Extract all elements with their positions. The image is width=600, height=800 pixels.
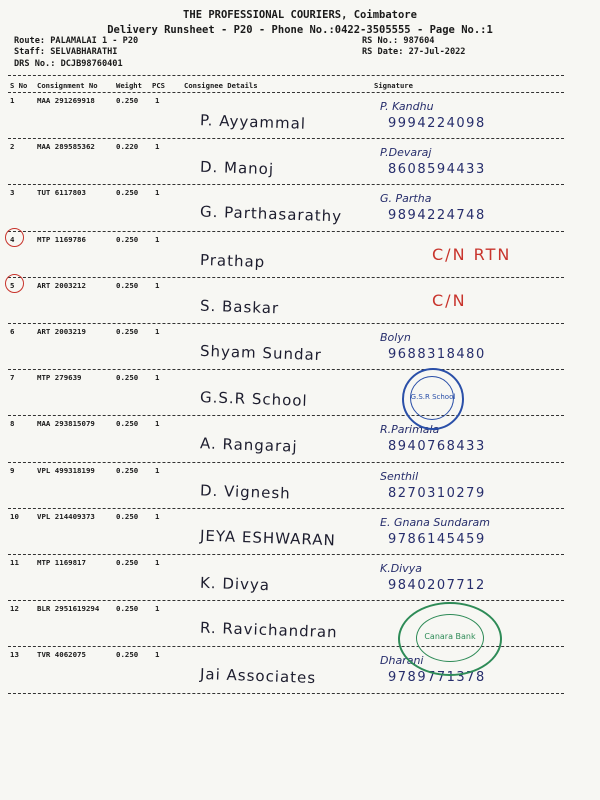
row-pieces: 1	[155, 465, 160, 475]
row-weight: 0.250	[116, 373, 139, 383]
row-signature: K.Divya	[380, 562, 422, 575]
row-serial-number: 12	[10, 604, 19, 614]
row-receiver-phone: 9688318480	[388, 347, 486, 362]
row-receiver-phone: 9994224098	[388, 116, 486, 131]
staff-label: Staff: SELVABHARATHI	[14, 47, 118, 57]
bank-stamp	[398, 602, 502, 676]
row-consignment-number: MAA 291269918	[37, 96, 95, 105]
row-divider	[8, 369, 564, 370]
row-consignment-number: MAA 293815079	[37, 419, 95, 429]
table-row	[0, 510, 600, 556]
row-consignee-name: G.S.R School	[199, 388, 308, 411]
row-weight: 0.250	[116, 511, 139, 521]
row-serial-number: 2	[10, 142, 15, 152]
row-consignee-name: D. Manoj	[199, 157, 275, 179]
row-divider	[8, 138, 564, 139]
col-consignee: Consignee Details	[184, 81, 258, 90]
table-row	[0, 233, 600, 279]
row-weight: 0.250	[116, 280, 139, 290]
table-row	[0, 371, 600, 417]
row-consignment-number: MTP 1169786	[37, 234, 86, 244]
row-weight: 0.250	[116, 234, 139, 244]
col-pcs: PCS	[152, 81, 165, 90]
drs-label: DRS No.: DCJB98760401	[14, 59, 123, 69]
row-receiver-phone: 9894224748	[388, 208, 486, 224]
row-signature: E. Gnana Sundaram	[380, 515, 491, 529]
row-pieces: 1	[155, 280, 160, 290]
row-serial-number: 1	[10, 96, 15, 105]
row-consignee-name: Shyam Sundar	[199, 341, 323, 365]
row-consignment-number: MTP 1169817	[37, 558, 86, 567]
row-circle-mark	[5, 228, 24, 247]
row-pieces: 1	[155, 511, 160, 521]
row-consignment-number: TVR 4062075	[37, 650, 86, 660]
row-signature: Senthil	[380, 469, 419, 483]
row-receiver-phone: 8608594433	[388, 162, 486, 178]
row-weight: 0.220	[116, 142, 139, 152]
table-row	[0, 648, 600, 694]
row-serial-number: 13	[10, 650, 19, 660]
table-row	[0, 417, 600, 463]
row-pieces: 1	[155, 419, 160, 429]
row-consignee-name: R. Ravichandran	[199, 618, 338, 642]
rs-number: RS No.: 987604	[362, 36, 435, 46]
row-weight: 0.250	[116, 188, 139, 198]
row-consignment-number: BLR 2951619294	[37, 604, 100, 614]
document-title: THE PROFESSIONAL COURIERS, Coimbatore	[183, 9, 417, 21]
row-weight: 0.250	[116, 419, 139, 429]
row-consignment-number: VPL 499318199	[37, 465, 95, 475]
row-pieces: 1	[155, 373, 160, 383]
row-signature: P. Kandhu	[380, 100, 434, 113]
row-divider	[8, 600, 564, 601]
row-consignee-name: JEYA ESHWARAN	[199, 526, 337, 550]
bank-stamp-text: Canara Bank	[424, 632, 476, 641]
row-divider	[8, 184, 564, 185]
row-serial-number: 5	[10, 280, 15, 290]
row-serial-number: 3	[10, 188, 15, 198]
table-row	[0, 279, 600, 325]
col-weight: Weight	[116, 81, 142, 90]
row-serial-number: 8	[10, 419, 15, 429]
row-weight: 0.250	[116, 558, 139, 567]
table-row	[0, 464, 600, 510]
row-consignment-number: ART 2003212	[37, 280, 86, 290]
table-row	[0, 186, 600, 232]
row-weight: 0.250	[116, 327, 139, 336]
row-divider	[8, 323, 564, 324]
header-rule-bottom	[8, 92, 564, 93]
table-row	[0, 140, 600, 186]
row-serial-number: 11	[10, 558, 19, 567]
row-weight: 0.250	[116, 96, 139, 105]
row-status-mark: C/N RTN	[432, 244, 512, 264]
row-pieces: 1	[155, 142, 160, 152]
row-signature: Dharani	[380, 654, 424, 668]
row-signature: R.Parimala	[380, 423, 440, 437]
row-pieces: 1	[155, 188, 160, 198]
row-weight: 0.250	[116, 465, 139, 475]
row-signature: Bolyn	[380, 331, 411, 344]
table-row	[0, 602, 600, 648]
col-signature: Signature	[374, 81, 413, 90]
row-receiver-phone: 8940768433	[388, 439, 486, 455]
row-receiver-phone: 9840207712	[388, 578, 486, 593]
col-consignment: Consignment No	[37, 81, 98, 90]
row-receiver-phone: 8270310279	[388, 485, 486, 501]
table-row	[0, 94, 600, 140]
row-pieces: 1	[155, 327, 160, 336]
col-sno: S No	[10, 81, 28, 90]
row-divider	[8, 554, 564, 555]
table-row	[0, 325, 600, 371]
row-consignee-name: D. Vignesh	[199, 481, 292, 503]
table-row	[0, 556, 600, 602]
row-pieces: 1	[155, 558, 160, 567]
row-signature: P.Devaraj	[380, 146, 432, 160]
row-divider	[8, 415, 564, 416]
row-consignment-number: MAA 289585362	[37, 142, 95, 152]
row-consignee-name: S. Baskar	[199, 296, 280, 318]
row-serial-number: 4	[10, 234, 15, 244]
row-weight: 0.250	[116, 604, 139, 614]
row-receiver-phone: 9786145459	[388, 531, 486, 547]
row-consignee-name: A. Rangaraj	[199, 434, 298, 457]
school-stamp-text: G.S.R School	[410, 393, 456, 401]
rs-date: RS Date: 27-Jul-2022	[362, 47, 466, 57]
row-consignment-number: MTP 279639	[37, 373, 82, 383]
row-consignee-name: K. Divya	[199, 573, 271, 595]
row-consignee-name: P. Ayyammal	[199, 111, 307, 133]
row-divider	[8, 508, 564, 509]
row-consignment-number: ART 2003219	[37, 327, 86, 336]
row-pieces: 1	[155, 650, 160, 660]
row-consignment-number: VPL 214409373	[37, 511, 95, 521]
row-serial-number: 7	[10, 373, 15, 383]
document-subtitle: Delivery Runsheet - P20 - Phone No.:0422-3505555 - Page No.:1	[107, 24, 493, 36]
row-divider	[8, 231, 564, 232]
row-serial-number: 6	[10, 327, 15, 336]
route-label: Route: PALAMALAI 1 - P20	[14, 36, 139, 46]
row-pieces: 1	[155, 604, 160, 614]
row-pieces: 1	[155, 234, 160, 244]
row-divider	[8, 693, 564, 694]
row-consignee-name: Prathap	[199, 250, 266, 271]
row-circle-mark	[5, 274, 24, 293]
row-pieces: 1	[155, 96, 160, 105]
row-signature: G. Partha	[380, 192, 432, 206]
row-receiver-phone: 9789771378	[388, 670, 486, 686]
row-consignee-name: Jai Associates	[199, 665, 317, 688]
row-serial-number: 10	[10, 511, 19, 521]
row-consignment-number: TUT 6117803	[37, 188, 86, 198]
row-status-mark: C/N	[432, 290, 467, 310]
row-serial-number: 9	[10, 465, 15, 475]
school-stamp	[402, 368, 464, 430]
row-weight: 0.250	[116, 650, 139, 660]
header-rule-top	[8, 75, 564, 76]
row-divider	[8, 462, 564, 463]
row-consignee-name: G. Parthasarathy	[199, 202, 343, 226]
row-divider	[8, 277, 564, 278]
